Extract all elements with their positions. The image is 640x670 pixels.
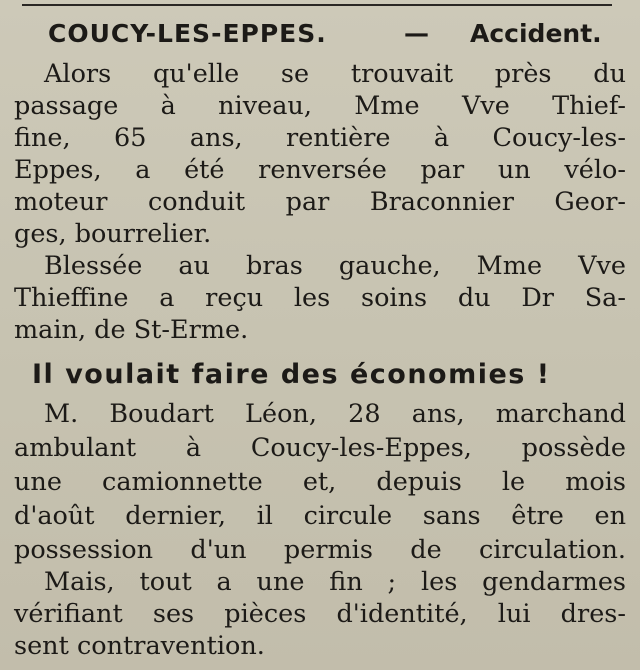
article2-line: M. Boudart Léon, 28 ans, marchand xyxy=(44,399,626,429)
headline-place: COUCY-LES-EPPES. xyxy=(48,19,327,48)
article1-line: ges, bourrelier. xyxy=(14,219,212,249)
article1-line: Thieffine a reçu les soins du Dr Sa- xyxy=(14,283,626,313)
top-rule xyxy=(22,4,612,6)
article2-line: ambulant à Coucy-les-Eppes, possède xyxy=(14,433,626,463)
article1-line: passage à niveau, Mme Vve Thief- xyxy=(14,91,626,121)
article2-line: possession d'un permis de circulation. xyxy=(14,535,626,565)
article1-line: fine, 65 ans, rentière à Coucy-les- xyxy=(14,123,626,153)
article1-line: Alors qu'elle se trouvait près du xyxy=(44,59,626,89)
headline-dash: — xyxy=(404,19,429,48)
headline-topic: Accident. xyxy=(470,19,602,48)
article2-line: vérifiant ses pièces d'identité, lui dres- xyxy=(14,599,626,629)
article2-headline: Il voulait faire des économies ! xyxy=(32,359,551,390)
article1-headline xyxy=(0,14,640,54)
article1-line: Blessée au bras gauche, Mme Vve xyxy=(44,251,626,281)
article1-line: Eppes, a été renversée par un vélo- xyxy=(14,155,626,185)
article2-line: une camionnette et, depuis le mois xyxy=(14,467,626,497)
article2-line: Mais, tout a une fin ; les gendarmes xyxy=(44,567,626,597)
article1-line: main, de St-Erme. xyxy=(14,315,249,345)
article2-line: sent contravention. xyxy=(14,631,265,661)
article2-line: d'août dernier, il circule sans être en xyxy=(14,501,626,531)
article1-line: moteur conduit par Braconnier Geor- xyxy=(14,187,626,217)
